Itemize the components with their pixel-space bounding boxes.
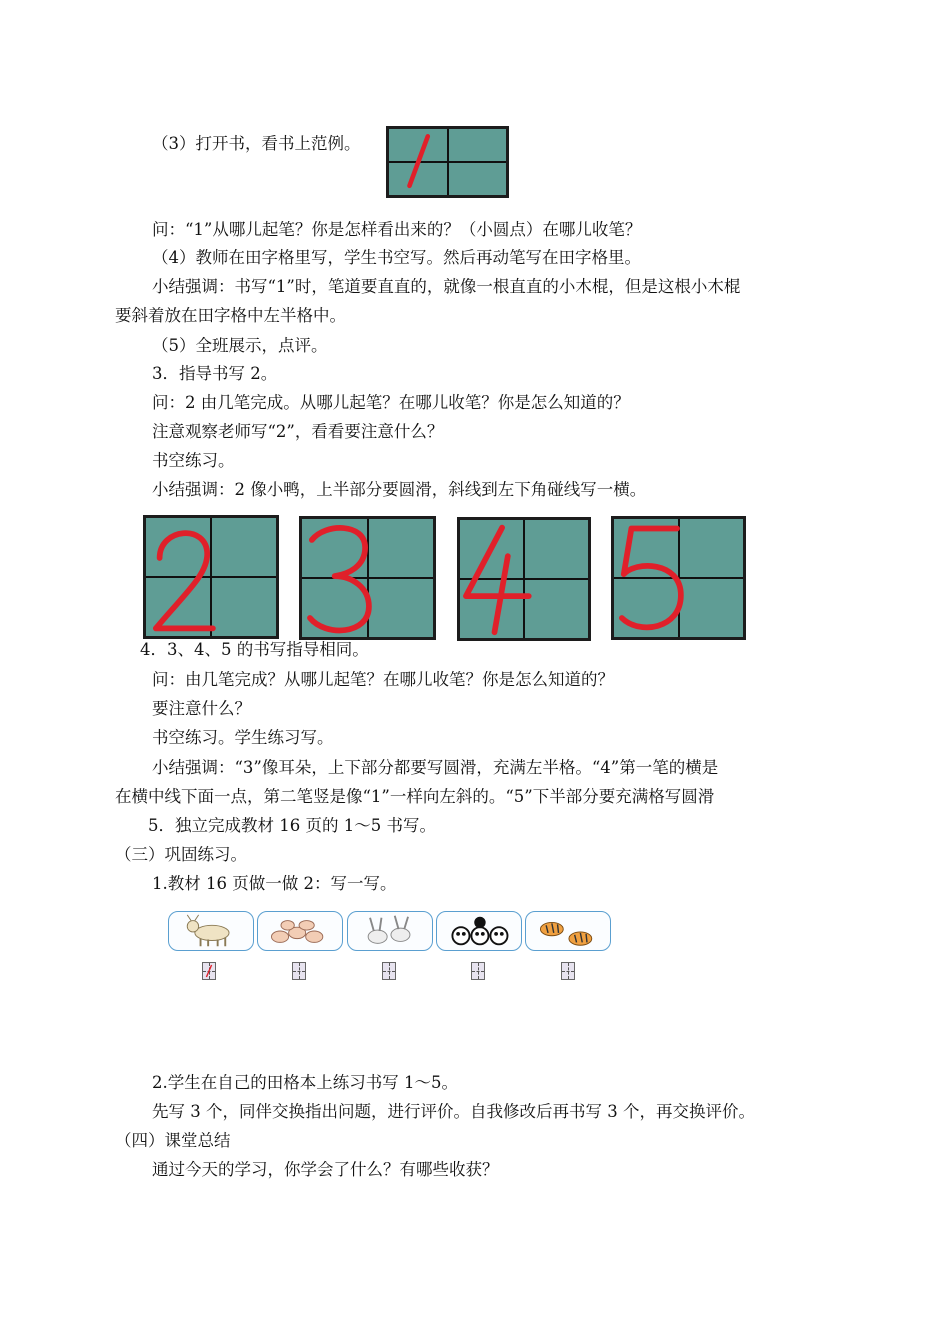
text-line: （5）全班展示，点评。	[152, 336, 328, 355]
animal-card-pigs	[257, 911, 343, 951]
digit-3-stroke	[302, 519, 433, 637]
tigers-icon	[526, 912, 610, 950]
text-line: 问：“1”从哪儿起笔？你是怎样看出来的？（小圆点）在哪儿收笔？	[152, 220, 642, 239]
text-line: 在横中线下面一点，第二笔竖是像“1”一样向左斜的。“5”下半部分要充满格写圆滑	[115, 787, 715, 806]
pandas-icon	[437, 912, 521, 950]
mini-grid-2[interactable]	[292, 962, 306, 980]
tianzige-digit-3	[299, 516, 436, 640]
text-line: （3）打开书，看书上范例。	[152, 134, 361, 153]
text-line: 书空练习。学生练习写。	[152, 728, 334, 747]
digit-1-stroke	[389, 129, 506, 195]
digit-1-sample-stroke	[203, 963, 215, 979]
rabbits-icon	[348, 912, 432, 950]
text-line: 小结强调：书写“1”时，笔道要直直的，就像一根直直的小木棍，但是这根小木棍	[152, 277, 741, 296]
text-line: 4．3、4、5 的书写指导相同。	[140, 640, 369, 659]
mini-grid-1[interactable]	[202, 962, 216, 980]
section-heading: （三）巩固练习。	[115, 845, 247, 864]
digit-2-stroke	[146, 518, 276, 636]
text-line: 问：2 由几笔完成。从哪儿起笔？在哪儿收笔？你是怎么知道的？	[152, 393, 630, 412]
pigs-icon	[258, 912, 342, 950]
text-line: 1.教材 16 页做一做 2：写一写。	[152, 874, 397, 893]
text-line: 2.学生在自己的田格本上练习书写 1～5。	[152, 1073, 458, 1092]
section-heading: （四）课堂总结	[115, 1131, 231, 1150]
text-line: 注意观察老师写“2”，看看要注意什么？	[152, 422, 444, 441]
text-line: 小结强调：“3”像耳朵，上下部分都要写圆滑，充满左半格。“4”第一笔的横是	[152, 758, 719, 777]
animal-card-tigers	[525, 911, 611, 951]
digit-5-stroke	[614, 519, 743, 637]
text-line: 5．独立完成教材 16 页的 1～5 书写。	[148, 816, 436, 835]
text-line: （4）教师在田字格里写，学生书空写。然后再动笔写在田字格里。	[152, 248, 641, 267]
mini-grid-5[interactable]	[561, 962, 575, 980]
text-line: 3．指导书写 2。	[152, 364, 278, 383]
text-line: 要斜着放在田字格中左半格中。	[115, 306, 346, 325]
animal-card-rabbits	[347, 911, 433, 951]
mini-grid-4[interactable]	[471, 962, 485, 980]
text-line: 小结强调：2 像小鸭，上半部分要圆滑，斜线到左下角碰线写一横。	[152, 480, 647, 499]
tianzige-digit-1	[386, 126, 509, 198]
animal-card-goats	[168, 911, 254, 951]
text-line: 先写 3 个，同伴交换指出问题，进行评价。自我修改后再书写 3 个，再交换评价。	[152, 1102, 755, 1121]
tianzige-digit-5	[611, 516, 746, 640]
text-line: 书空练习。	[152, 451, 235, 470]
tianzige-digit-4	[457, 517, 591, 641]
text-line: 问：由几笔完成？从哪儿起笔？在哪儿收笔？你是怎么知道的？	[152, 670, 614, 689]
animal-card-pandas	[436, 911, 522, 951]
tianzige-digit-2	[143, 515, 279, 639]
text-line: 通过今天的学习，你学会了什么？有哪些收获？	[152, 1160, 499, 1179]
goat-icon	[169, 912, 253, 950]
text-line: 要注意什么？	[152, 699, 251, 718]
digit-4-stroke	[460, 520, 588, 638]
mini-grid-3[interactable]	[382, 962, 396, 980]
